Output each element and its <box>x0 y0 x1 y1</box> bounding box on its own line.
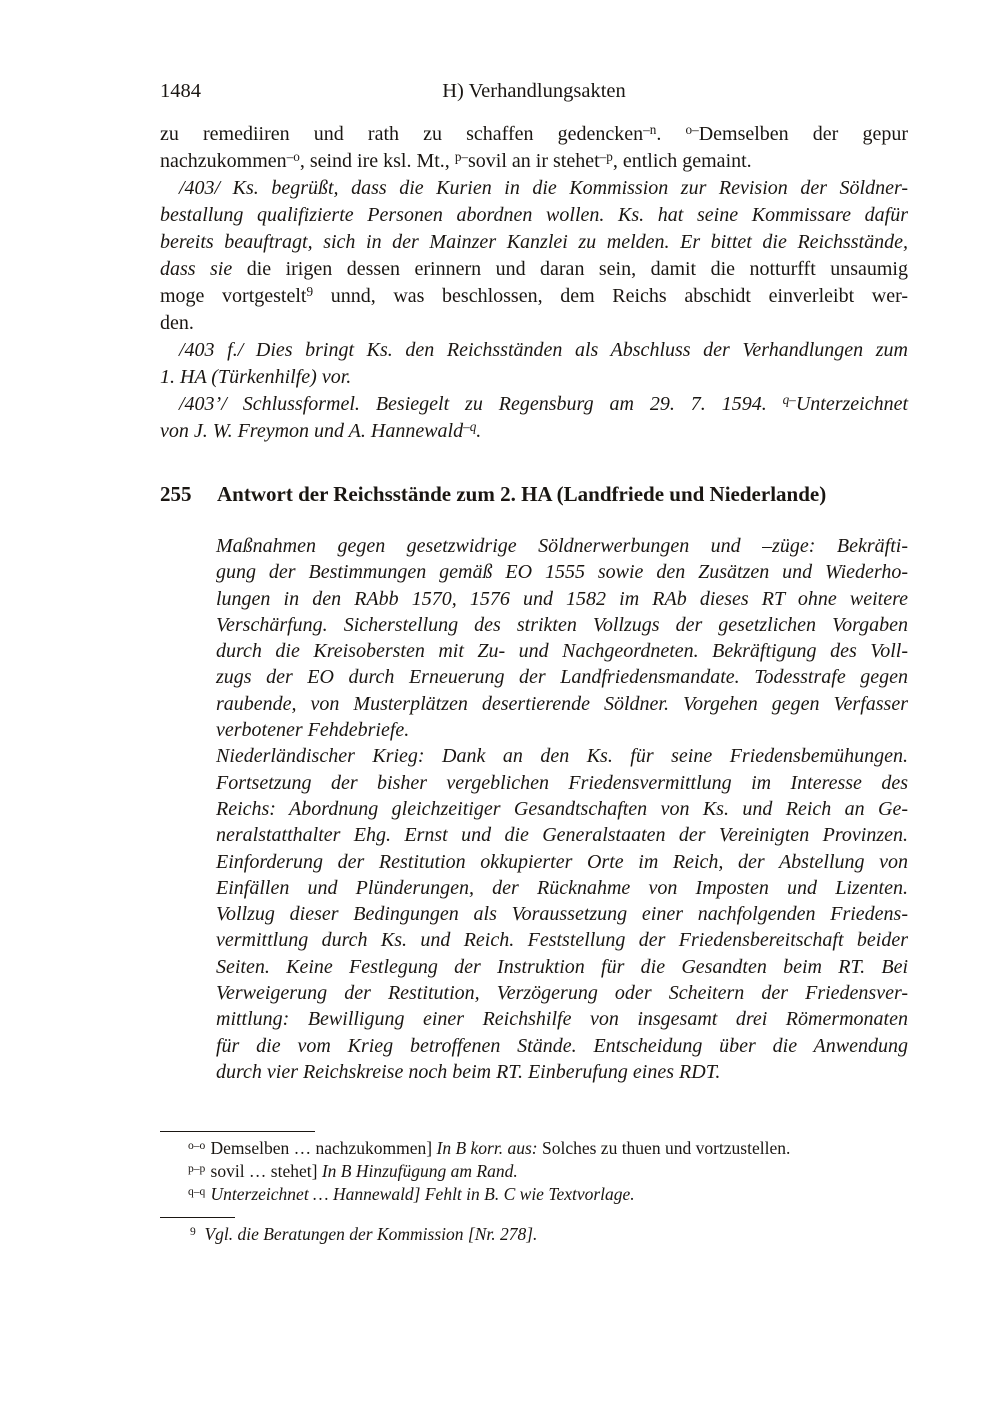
text-run: Verweigerung der Restitution, Verzögerung oder Scheitern der Friedensver- <box>216 982 908 1005</box>
text-run: Einforderung der Restitution okkupierter Orte im Reich, der Abstellung von <box>216 850 908 873</box>
footnote <box>188 1160 908 1183</box>
text-line <box>216 849 908 875</box>
text-run: Demselben … nachzukommen] <box>210 1138 437 1159</box>
text-line <box>160 256 908 283</box>
text-line <box>160 337 908 364</box>
text-line <box>216 927 908 953</box>
commentary-footnotes <box>160 1223 908 1246</box>
summary-block <box>216 533 908 1085</box>
text-line <box>216 559 908 585</box>
text-run: . <box>656 123 686 145</box>
text-run: Einfällen und Plünderungen, der Rücknahme von Imposten und Lizenten. <box>216 876 908 899</box>
text-run: Vollzug dieser Bedingungen als Voraussetzung einer nachfolgenden Friedens- <box>216 903 908 926</box>
text-run: In B Hinzufügung am Rand. <box>321 1161 518 1182</box>
annotation-mark: –p <box>599 149 613 165</box>
text-run: Vgl. die Beratungen der Kommission [Nr. 278]. <box>204 1224 538 1245</box>
footnote <box>188 1183 908 1206</box>
text-run: bereits beauftragt, sich in der Mainzer Kanzlei zu melden. Er bittet die Reichsstände, <box>160 231 908 253</box>
text-line <box>216 691 908 717</box>
annotation-mark: p– <box>454 149 468 165</box>
annotation-mark: –o <box>286 149 300 165</box>
text-run: sovil … stehet] <box>210 1161 322 1182</box>
annotation-mark: q– <box>782 392 796 408</box>
text-run: sovil an ir stehet <box>468 150 600 172</box>
text-run: durch die Kreisobersten mit Zu- und Nachgeordneten. Bekräftigung des Voll- <box>216 640 908 663</box>
annotation-mark: –n <box>643 122 657 138</box>
text-run: Solches zu thuen und vortzustellen. <box>537 1138 791 1159</box>
text-line <box>160 418 908 445</box>
text-run: verbotener Fehdebriefe. <box>216 719 410 742</box>
text-line <box>216 1006 908 1032</box>
footnote-sigla: q–q <box>188 1186 206 1199</box>
section-number: 255 <box>160 482 192 506</box>
text-line <box>160 175 908 202</box>
section-title: Antwort der Reichsstände zum 2. HA (Landfriede und Niederlande) <box>217 482 827 506</box>
text-line <box>160 121 908 148</box>
running-head: H) Verhandlungsakten <box>442 80 626 102</box>
text-run: Reichs: Abordnung gleichzeitiger Gesandtschaften von Ks. und Reich an Ge- <box>216 797 908 820</box>
annotation-mark: 9 <box>306 284 314 300</box>
text-line <box>216 1059 908 1085</box>
text-line <box>216 770 908 796</box>
text-run: moge vortgestelt <box>160 285 307 307</box>
text-run: dass sie <box>160 258 247 280</box>
footnote-sigla: p–p <box>188 1163 206 1176</box>
text-run: durch vier Reichskreise noch beim RT. Einberufung eines RDT. <box>216 1060 721 1083</box>
commentary-footnote-rule <box>160 1217 235 1218</box>
text-run: Fortsetzung der bisher vergeblichen Friedensvermittlung im Interesse des <box>216 771 908 794</box>
text-line <box>216 586 908 612</box>
text-line <box>160 148 908 175</box>
text-run: bestallung qualifizierte Personen abordnen wollen. Ks. hat seine Kommissare dafür <box>160 204 908 226</box>
text-run: /403 f./ Dies bringt Ks. den Reichsständen als Abschluss der Verhandlungen zum <box>179 339 908 361</box>
text-line <box>216 954 908 980</box>
text-run: . <box>476 420 482 442</box>
text-line <box>216 1033 908 1059</box>
text-run: den. <box>160 312 194 334</box>
text-line <box>216 743 908 769</box>
text-line <box>160 310 908 337</box>
page-number: 1484 <box>160 80 201 102</box>
text-line <box>216 796 908 822</box>
text-line <box>160 391 908 418</box>
footnote-sigla: o–o <box>188 1140 206 1153</box>
text-run: unnd, was beschlossen, dem Reichs abschidt einverleibt wer- <box>313 285 908 307</box>
text-run: Unterzeichnet <box>795 393 908 415</box>
footnote <box>190 1223 908 1246</box>
text-line <box>216 612 908 638</box>
text-run: mittlung: Bewilligung einer Reichshilfe von insgesamt drei Römermonaten <box>216 1008 908 1031</box>
text-run: /403’/ Schlussformel. Besiegelt zu Regensburg am 29. 7. 1594. <box>179 393 783 415</box>
page-header <box>160 78 908 105</box>
text-line <box>216 822 908 848</box>
text-line <box>216 980 908 1006</box>
text-run: die irigen dessen erinnern und daran sein, damit die notturfft unsaumig <box>246 258 908 280</box>
text-run: Verschärfung. Sicherstellung des strikten Vollzugs der gesetzlichen Vorgaben <box>216 613 908 636</box>
annotation-mark: o– <box>685 122 699 138</box>
text-line <box>216 664 908 690</box>
text-line <box>160 202 908 229</box>
text-line <box>216 901 908 927</box>
text-run: In B korr. aus: <box>436 1138 538 1159</box>
text-run: , entlich gemaint. <box>612 150 752 172</box>
text-run: für die vom Krieg betroffenen Stände. Entscheidung über die Anwendung <box>216 1034 908 1057</box>
text-run: Seiten. Keine Festlegung der Instruktion für die Gesandten beim RT. Bei <box>216 955 908 978</box>
text-run: von J. W. Freymon und A. Hannewald <box>160 420 464 442</box>
text-run: zu remediiren und rath zu schaffen gedencken <box>160 123 644 145</box>
annotation-mark: –q <box>463 419 477 435</box>
text-run: vermittlung durch Ks. und Reich. Feststellung der Friedensbereitschaft beider <box>216 929 908 952</box>
text-run: Unterzeichnet … Hannewald] Fehlt in B. C wie Textvorlage. <box>210 1184 635 1205</box>
text-line <box>160 283 908 310</box>
text-line <box>216 533 908 559</box>
text-run: nachzukommen <box>160 150 287 172</box>
text-line <box>216 875 908 901</box>
apparatus-footnotes <box>160 1137 908 1206</box>
footnote-number: 9 <box>190 1226 196 1239</box>
text-line <box>160 229 908 256</box>
body-text <box>160 121 908 445</box>
text-line <box>216 717 908 743</box>
text-run: lungen in den RAbb 1570, 1576 und 1582 im RAb dieses RT ohne weitere <box>216 587 908 610</box>
text-line <box>216 638 908 664</box>
text-run: Niederländischer Krieg: Dank an den Ks. für seine Friedensbemühungen. <box>216 745 908 768</box>
text-run: /403/ Ks. begrüßt, dass die Kurien in die Kommission zur Revision der Söldner- <box>179 177 908 199</box>
text-run: , seind ire ksl. Mt., <box>299 150 455 172</box>
text-run: gung der Bestimmungen gemäß EO 1555 sowie den Zusätzen und Wiederho- <box>216 561 908 584</box>
footnote <box>188 1137 908 1160</box>
text-run: Demselben der gepur <box>698 123 909 145</box>
text-run: neralstatthalter Ehg. Ernst und die Generalstaaten der Vereinigten Provinzen. <box>216 824 908 847</box>
text-line <box>160 364 908 391</box>
apparatus-footnote-rule <box>160 1131 315 1132</box>
text-run: Maßnahmen gegen gesetzwidrige Söldnerwerbungen und –züge: Bekräfti- <box>216 535 908 557</box>
text-run: 1. HA (Türkenhilfe) vor. <box>160 366 352 388</box>
section-heading <box>160 481 908 508</box>
text-run: raubende, von Musterplätzen desertierende Söldner. Vorgehen gegen Verfasser <box>216 692 908 715</box>
text-run: zugs der EO durch Erneuerung der Landfriedensmandate. Todesstrafe gegen <box>216 666 908 689</box>
